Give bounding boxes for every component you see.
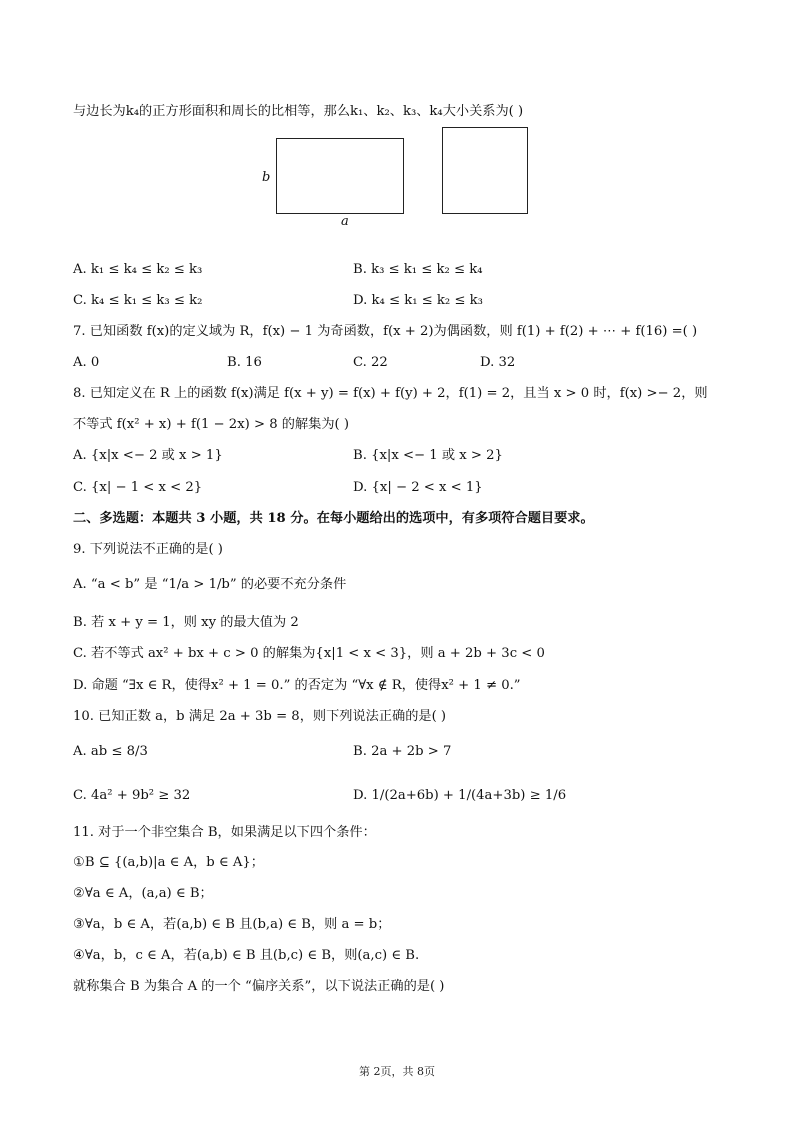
question-6-stem-tail: 与边长为k₄的正方形面积和周长的比相等，那么k₁、k₂、k₃、k₄大小关系为( ) bbox=[73, 104, 524, 119]
q11-conclusion: 就称集合 B 为集合 A 的一个 “偏序关系”，以下说法正确的是( ) bbox=[73, 979, 445, 994]
rectangle-square-figure bbox=[255, 132, 545, 232]
q11-condition-1: ①B ⊆ {(a,b)|a ∈ A，b ∈ A}； bbox=[73, 855, 264, 870]
q8-stem-line2: 不等式 f(x² + x) + f(1 − 2x) > 8 的解集为( ) bbox=[73, 417, 350, 432]
q10-option-c: C. 4a² + 9b² ≥ 32 bbox=[73, 788, 191, 803]
q7-option-c: C. 22 bbox=[353, 355, 388, 370]
q10-option-a: A. ab ≤ 8/3 bbox=[73, 744, 148, 759]
q8-option-c: C. {x| − 1 < x < 2} bbox=[73, 480, 203, 495]
q9-option-c: C. 若不等式 ax² + bx + c > 0 的解集为{x|1 < x < 3}，则 a + 2b + 3c < 0 bbox=[73, 646, 545, 661]
page-footer: 第 2页，共 8页 bbox=[359, 1065, 435, 1078]
q10-stem: 10. 已知正数 a，b 满足 2a + 3b = 8，则下列说法正确的是( ) bbox=[73, 709, 447, 724]
q11-stem: 11. 对于一个非空集合 B，如果满足以下四个条件： bbox=[73, 825, 376, 840]
q10-option-d: D. 1/(2a+6b) + 1/(4a+3b) ≥ 1/6 bbox=[353, 788, 567, 803]
q6-option-d: D. k₄ ≤ k₁ ≤ k₂ ≤ k₃ bbox=[353, 293, 483, 308]
q6-option-a: A. k₁ ≤ k₄ ≤ k₂ ≤ k₃ bbox=[73, 262, 203, 277]
square-shape bbox=[442, 127, 528, 214]
label-b: b bbox=[262, 170, 271, 185]
q6-option-c: C. k₄ ≤ k₁ ≤ k₃ ≤ k₂ bbox=[73, 293, 203, 308]
q9-option-b: B. 若 x + y = 1，则 xy 的最大值为 2 bbox=[73, 615, 299, 630]
q9-option-d: D. 命题 “∃x ∈ R，使得x² + 1 = 0.” 的否定为 “∀x ∉ R，使得x² + 1 ≠ 0.” bbox=[73, 678, 521, 693]
q7-stem: 7. 已知函数 f(x)的定义域为 R，f(x) − 1 为奇函数，f(x + 2)为偶函数，则 f(1) + f(2) + ⋯ + f(16) =( ) bbox=[73, 324, 698, 339]
label-a: a bbox=[341, 214, 349, 229]
q8-option-a: A. {x|x <− 2 或 x > 1} bbox=[73, 448, 223, 463]
section-heading-multi-choice: 二、多选题：本题共 3 小题，共 18 分。在每小题给出的选项中，有多项符合题目要求。 bbox=[73, 511, 594, 526]
q8-option-b: B. {x|x <− 1 或 x > 2} bbox=[353, 448, 503, 463]
q11-condition-4: ④∀a，b，c ∈ A，若(a,b) ∈ B 且(b,c) ∈ B，则(a,c) ∈ B. bbox=[73, 948, 420, 963]
q7-option-b: B. 16 bbox=[227, 355, 262, 370]
q8-stem-line1: 8. 已知定义在 R 上的函数 f(x)满足 f(x + y) = f(x) + f(y) + 2，f(1) = 2，且当 x > 0 时，f(x) >− 2，则 bbox=[73, 386, 708, 401]
q11-condition-2: ②∀a ∈ A，(a,a) ∈ B； bbox=[73, 886, 213, 901]
q7-option-a: A. 0 bbox=[73, 355, 100, 370]
q7-option-d: D. 32 bbox=[480, 355, 516, 370]
q6-option-b: B. k₃ ≤ k₁ ≤ k₂ ≤ k₄ bbox=[353, 262, 483, 277]
q10-option-b: B. 2a + 2b > 7 bbox=[353, 744, 452, 759]
rectangle-shape bbox=[276, 138, 404, 214]
q8-option-d: D. {x| − 2 < x < 1} bbox=[353, 480, 483, 495]
q9-option-a: A. “a < b” 是 “1/a > 1/b” 的必要不充分条件 bbox=[73, 577, 347, 592]
q11-condition-3: ③∀a，b ∈ A，若(a,b) ∈ B 且(b,a) ∈ B，则 a = b； bbox=[73, 917, 391, 932]
q9-stem: 9. 下列说法不正确的是( ) bbox=[73, 542, 223, 557]
